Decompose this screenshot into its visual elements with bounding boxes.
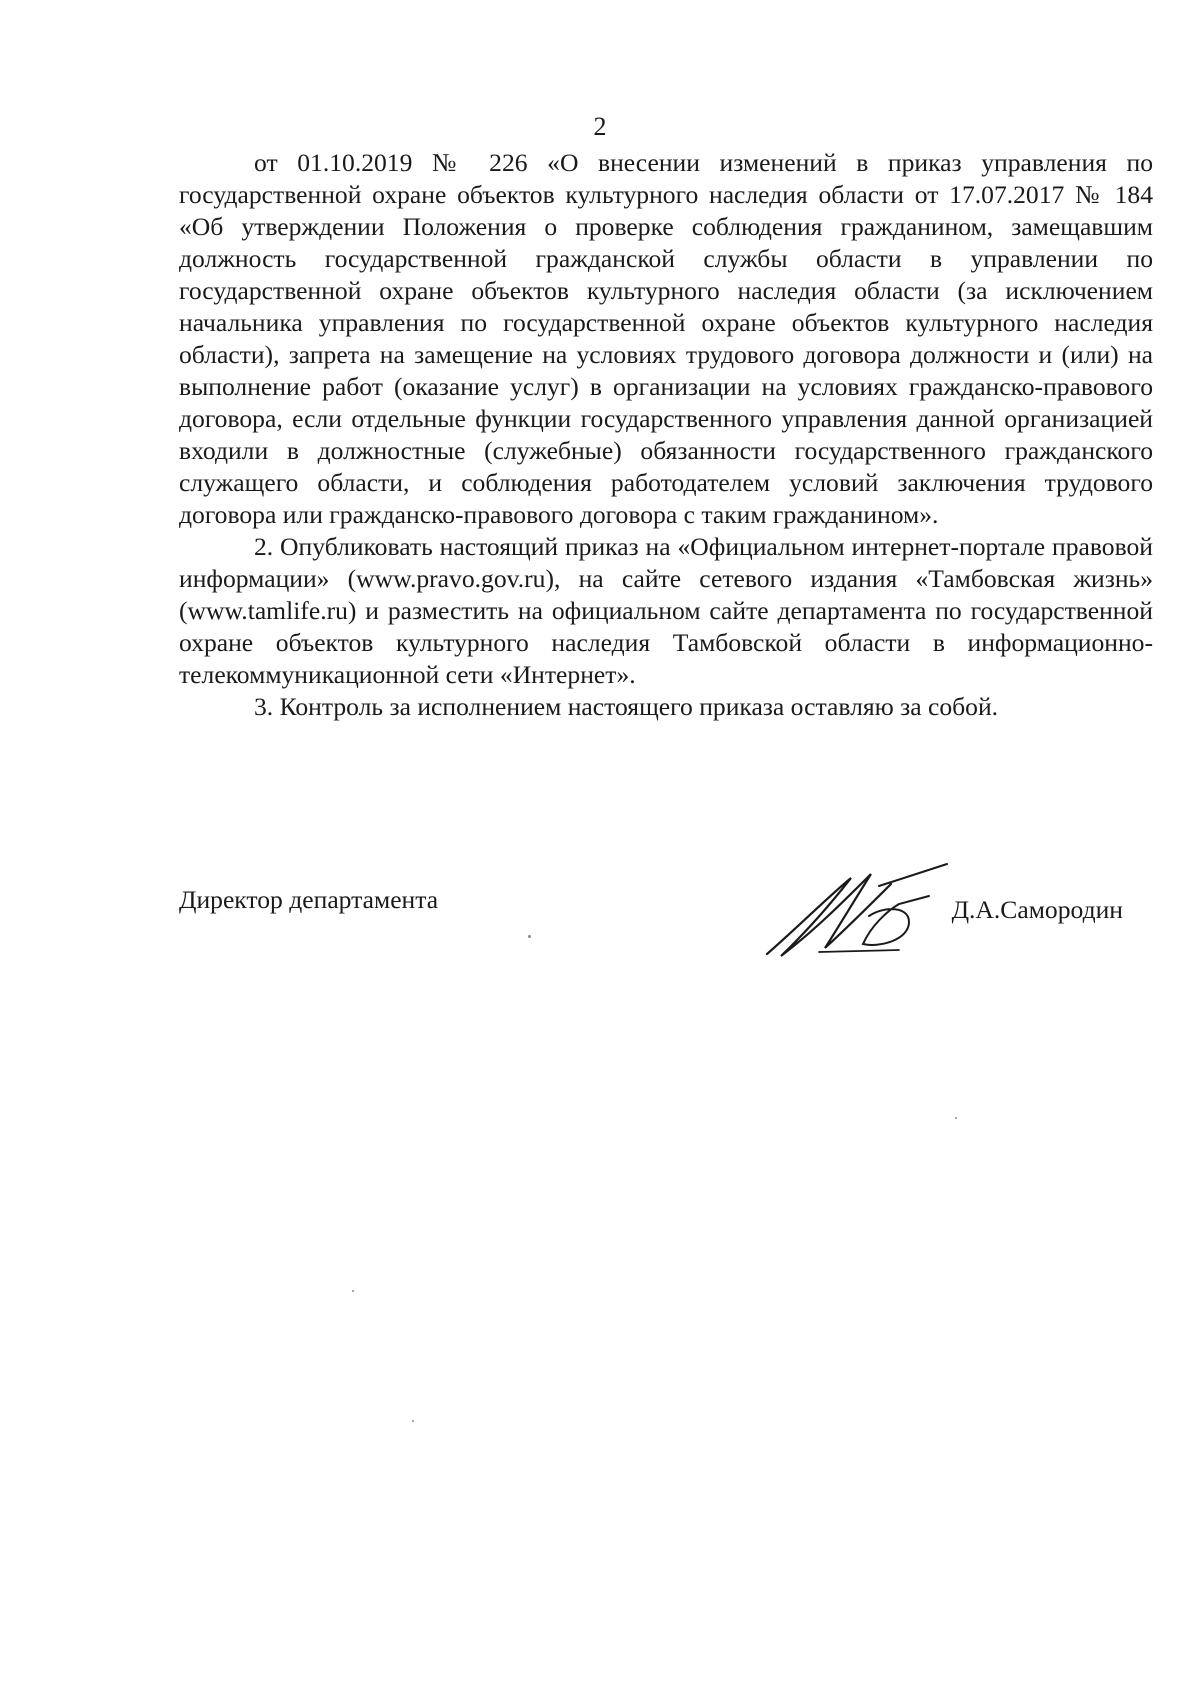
paragraph-continuation: от 01.10.2019 № 226 «О внесении изменений в приказ управления по государственной охране объектов культурного наследия области от 17.07.2017 № 184 «Об утверждении Положения о проверке соблюдения гражданином, замещавшим должность государственной гражданской службы области в управлении по государственной охране объектов культурного наследия области (за исключением начальника управления по государственной охране объектов культурного наследия области), запрета на замещение на условиях трудового договора должности и (или) на выполнение работ (оказание услуг) в организации на условиях гражданско-правового договора, если отдельные функции государственного управления данной организацией входили в должностные (служебные) обязанности государственного гражданского служащего области, и соблюдения работодателем условий заключения трудового договора или гражданско-правового договора с таким гражданином».	[179, 148, 1153, 529]
handwritten-signature	[759, 856, 959, 966]
page-number: 2	[593, 112, 607, 141]
signature-block	[179, 870, 1153, 980]
scan-speck	[352, 1290, 354, 1292]
scan-speck	[412, 1420, 414, 1422]
paragraph-publication: 2. Опубликовать настоящий приказ на «Официальном интернет-портале правовой информации» (www.pravo.gov.ru), на сайте сетевого издания «Тамбовская жизнь» (www.tamlife.ru) и разместить на официальном сайте департамента по государственной охране объектов культурного наследия Тамбовской области в информационно-телекоммуникационной сети «Интернет».	[179, 532, 1153, 689]
document-body	[179, 147, 1153, 723]
paragraph-control: 3. Контроль за исполнением настоящего приказа оставляю за собой.	[254, 692, 999, 721]
signer-name: Д.А.Самородин	[951, 895, 1123, 924]
signer-title: Директор департамента	[179, 885, 439, 914]
scan-speck	[528, 935, 531, 938]
scan-speck	[955, 1117, 957, 1119]
